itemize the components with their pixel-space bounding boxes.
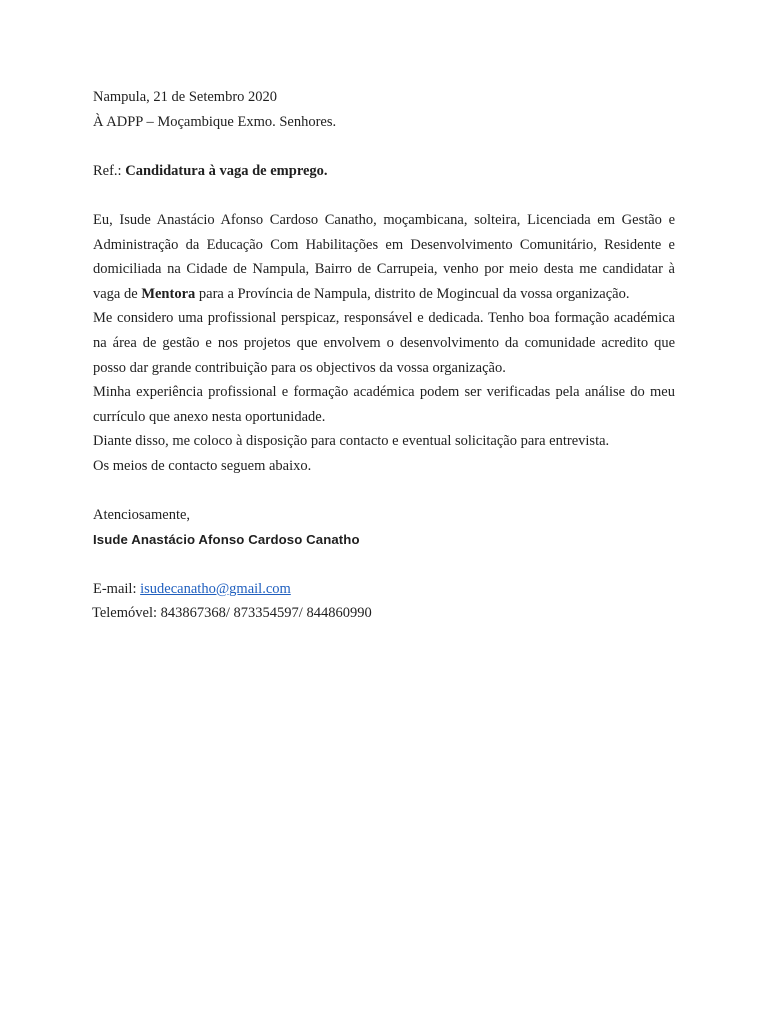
letter-body xyxy=(93,85,675,626)
signature-name: Isude Anastácio Afonso Cardoso Canatho xyxy=(93,531,360,547)
spacer xyxy=(93,479,675,504)
reference-line xyxy=(93,159,675,184)
email-link[interactable]: isudecanatho@gmail.com xyxy=(140,580,291,597)
email-label: E-mail: xyxy=(93,580,137,597)
spacer xyxy=(93,183,675,208)
spacer xyxy=(93,552,675,577)
closing-salutation: Atenciosamente, xyxy=(93,507,191,524)
position-title: Mentora xyxy=(141,285,196,302)
place-date: Nampula, 21 de Setembro 2020 xyxy=(93,89,278,105)
body-paragraph-1 xyxy=(93,208,675,306)
body-paragraph-2: Me considero uma profissional perspicaz, responsável e dedicada. Tenho boa formação académica na área de gestão e nos projetos que envolvem o desenvolvimento da comunidade acredito que posso dar grande contribuição para os objectivos da vossa organização. xyxy=(93,310,675,376)
phone-numbers: 843867368/ 873354597/ 844860990 xyxy=(160,605,372,622)
spacer xyxy=(93,134,675,159)
recipient-line: À ADPP – Moçambique Exmo. Senhores. xyxy=(93,113,337,130)
phone-label: Telemóvel: xyxy=(92,605,158,622)
email-line xyxy=(93,577,675,602)
paragraph-text: Eu, Isude Anastácio Afonso Cardoso Canatho, moçambicana, solteira, Licenciada em Gestão e Administração da Educação Com Habilitações em Desenvolvimento Comunitário, Residente e domiciliada na Cidade de Nampula, Bairro de Carrupeia, venho por meio desta me candidatar à vaga de xyxy=(93,211,675,302)
body-paragraph-5: Os meios de contacto seguem abaixo. xyxy=(93,457,312,474)
paragraph-text: para a Província de Nampula, distrito de Mogincual da vossa organização. xyxy=(198,285,630,302)
body-paragraph-4: Diante disso, me coloco à disposição para contacto e eventual solicitação para entrevista. xyxy=(93,433,610,450)
phone-line xyxy=(92,601,675,626)
body-paragraph-3: Minha experiência profissional e formação académica podem ser verificadas pela análise do meu currículo que anexo nesta oportunidade. xyxy=(93,384,675,425)
reference-subject: Candidatura à vaga de emprego. xyxy=(125,162,328,179)
reference-label: Ref.: xyxy=(93,162,122,179)
